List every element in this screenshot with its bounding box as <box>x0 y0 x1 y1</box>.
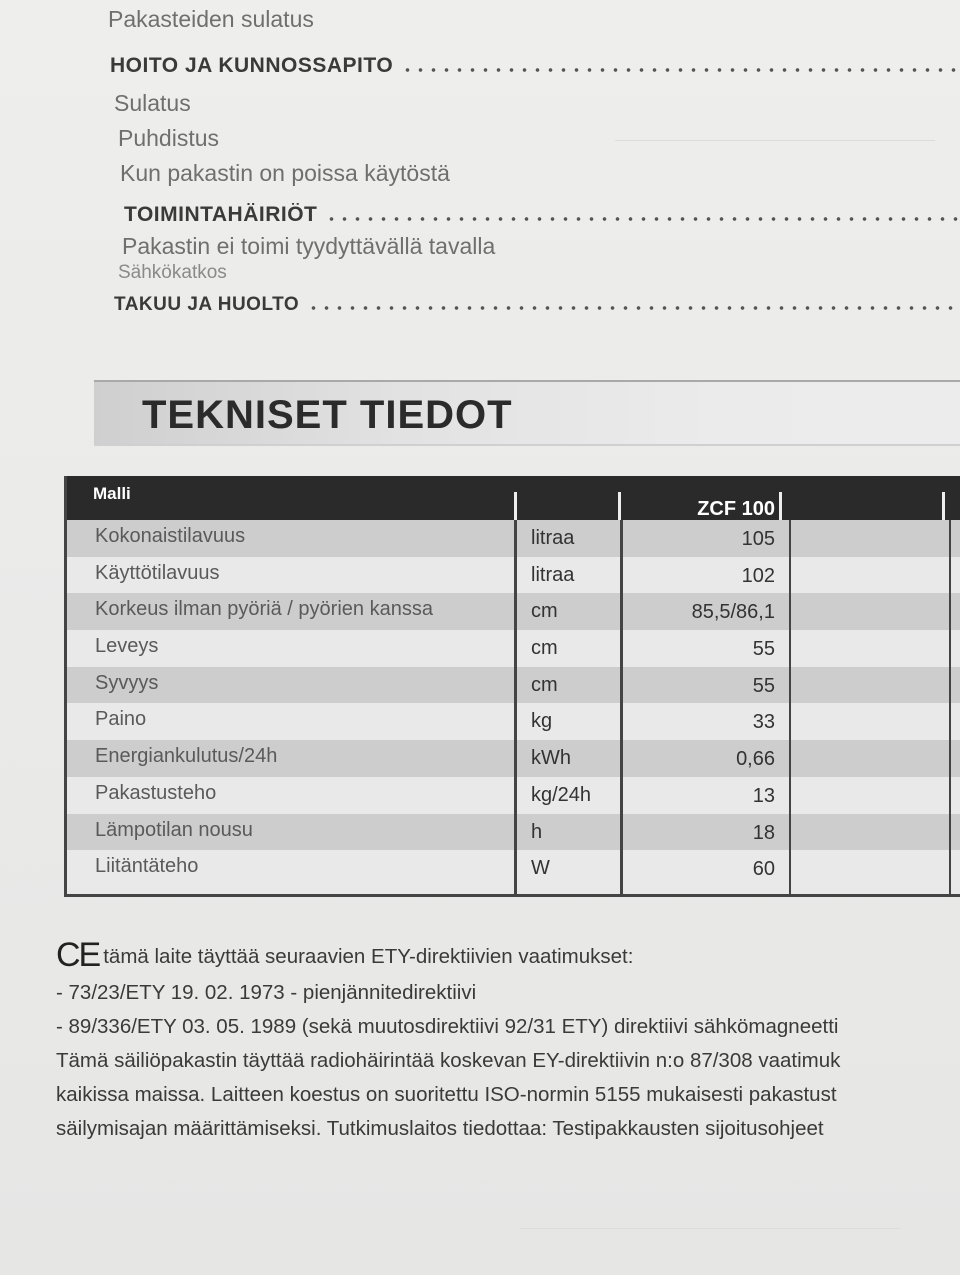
toc-item-text: Kun pakastin on poissa käytöstä <box>120 160 450 186</box>
toc-leader-dots <box>307 306 960 310</box>
compliance-line: säilymisajan määrittämiseksi. Tutkimuslaitos tiedottaa: Testipakkausten sijoitusohjeet <box>56 1117 824 1140</box>
row-name: Pakastusteho <box>95 781 217 804</box>
row-name: Käyttötilavuus <box>95 561 220 584</box>
toc-item <box>118 125 960 152</box>
section-title: TEKNISET TIEDOT <box>142 393 513 437</box>
toc-item <box>120 160 960 187</box>
row-value: 55 <box>752 674 775 697</box>
row-unit: litraa <box>531 527 575 549</box>
row-name: Paino <box>95 708 147 731</box>
row-unit: kg/24h <box>531 783 592 806</box>
toc-heading-text: TAKUU JA HUOLTO <box>114 294 300 315</box>
toc-item <box>118 262 960 284</box>
toc-leader-dots <box>325 217 960 221</box>
row-value: 102 <box>741 564 775 587</box>
toc-heading <box>114 294 960 316</box>
ce-mark-icon: CE <box>56 936 100 974</box>
header-model: ZCF 100 <box>697 498 775 520</box>
row-unit: cm <box>531 673 558 696</box>
row-unit: litraa <box>531 563 575 586</box>
spec-table <box>64 476 960 897</box>
row-value: 0,66 <box>736 748 775 771</box>
toc-item <box>114 90 960 117</box>
compliance-text <box>56 938 960 1146</box>
compliance-line: Tämä säiliöpakastin täyttää radiohäirintää koskevan EY-direktiivin n:o 87/308 vaatimuk <box>56 1049 841 1072</box>
toc-item-text: Sulatus <box>114 90 191 116</box>
row-unit: cm <box>531 600 558 623</box>
toc-item <box>122 233 960 260</box>
toc-item <box>108 6 960 33</box>
toc-item-text: Pakastin ei toimi tyydyttävällä tavalla <box>122 233 496 259</box>
row-name: Leveys <box>95 635 159 658</box>
row-value: 55 <box>752 638 775 661</box>
toc-heading <box>110 54 960 78</box>
row-value: 60 <box>752 858 775 881</box>
column-divider <box>620 520 623 894</box>
row-unit: cm <box>531 637 558 660</box>
compliance-line: kaikissa maissa. Laitteen koestus on suoritettu ISO-normin 5155 mukaisesti pakastust <box>56 1083 837 1106</box>
compliance-intro <box>56 938 960 974</box>
toc-item-text: Puhdistus <box>118 125 220 151</box>
compliance-line: - 89/336/ETY 03. 05. 1989 (sekä muutosdirektiivi 92/31 ETY) direktiivi sähkömagneetti <box>56 1015 839 1038</box>
row-value: 85,5/86,1 <box>691 601 775 624</box>
row-value: 105 <box>741 528 775 550</box>
row-unit: kWh <box>531 747 571 770</box>
spec-table-header <box>67 476 960 520</box>
header-label: Malli <box>93 484 131 503</box>
row-value: 33 <box>752 711 775 734</box>
toc-heading-text: TOIMINTAHÄIRIÖT <box>124 203 318 226</box>
column-divider <box>789 520 791 894</box>
row-name: Lämpotilan nousu <box>95 818 253 841</box>
toc-leader-dots <box>401 68 960 72</box>
compliance-line: - 73/23/ETY 19. 02. 1973 - pienjännitedirektiivi <box>56 981 477 1004</box>
toc-heading-text: HOITO JA KUNNOSSAPITO <box>110 54 394 77</box>
toc-heading <box>124 203 960 227</box>
row-unit: kg <box>531 710 553 733</box>
row-unit: h <box>531 820 543 843</box>
row-value: 18 <box>752 821 775 844</box>
row-name: Energiankulutus/24h <box>95 745 278 768</box>
toc-item-text: Sähkökatkos <box>118 262 227 283</box>
compliance-intro-text: tämä laite täyttää seuraavien ETY-direktiivien vaatimukset: <box>103 945 634 968</box>
column-divider <box>514 520 517 894</box>
row-name: Liitäntäteho <box>95 855 199 878</box>
show-through-mark-bottom <box>520 1228 900 1259</box>
row-name: Kokonaistilavuus <box>95 525 246 547</box>
row-name: Syvyys <box>95 671 159 694</box>
column-divider <box>949 520 951 894</box>
toc-item-text: Pakasteiden sulatus <box>108 6 314 32</box>
row-name: Korkeus ilman pyöriä / pyörien kanssa <box>95 598 433 621</box>
row-unit: W <box>531 857 550 880</box>
row-value: 13 <box>752 784 775 807</box>
